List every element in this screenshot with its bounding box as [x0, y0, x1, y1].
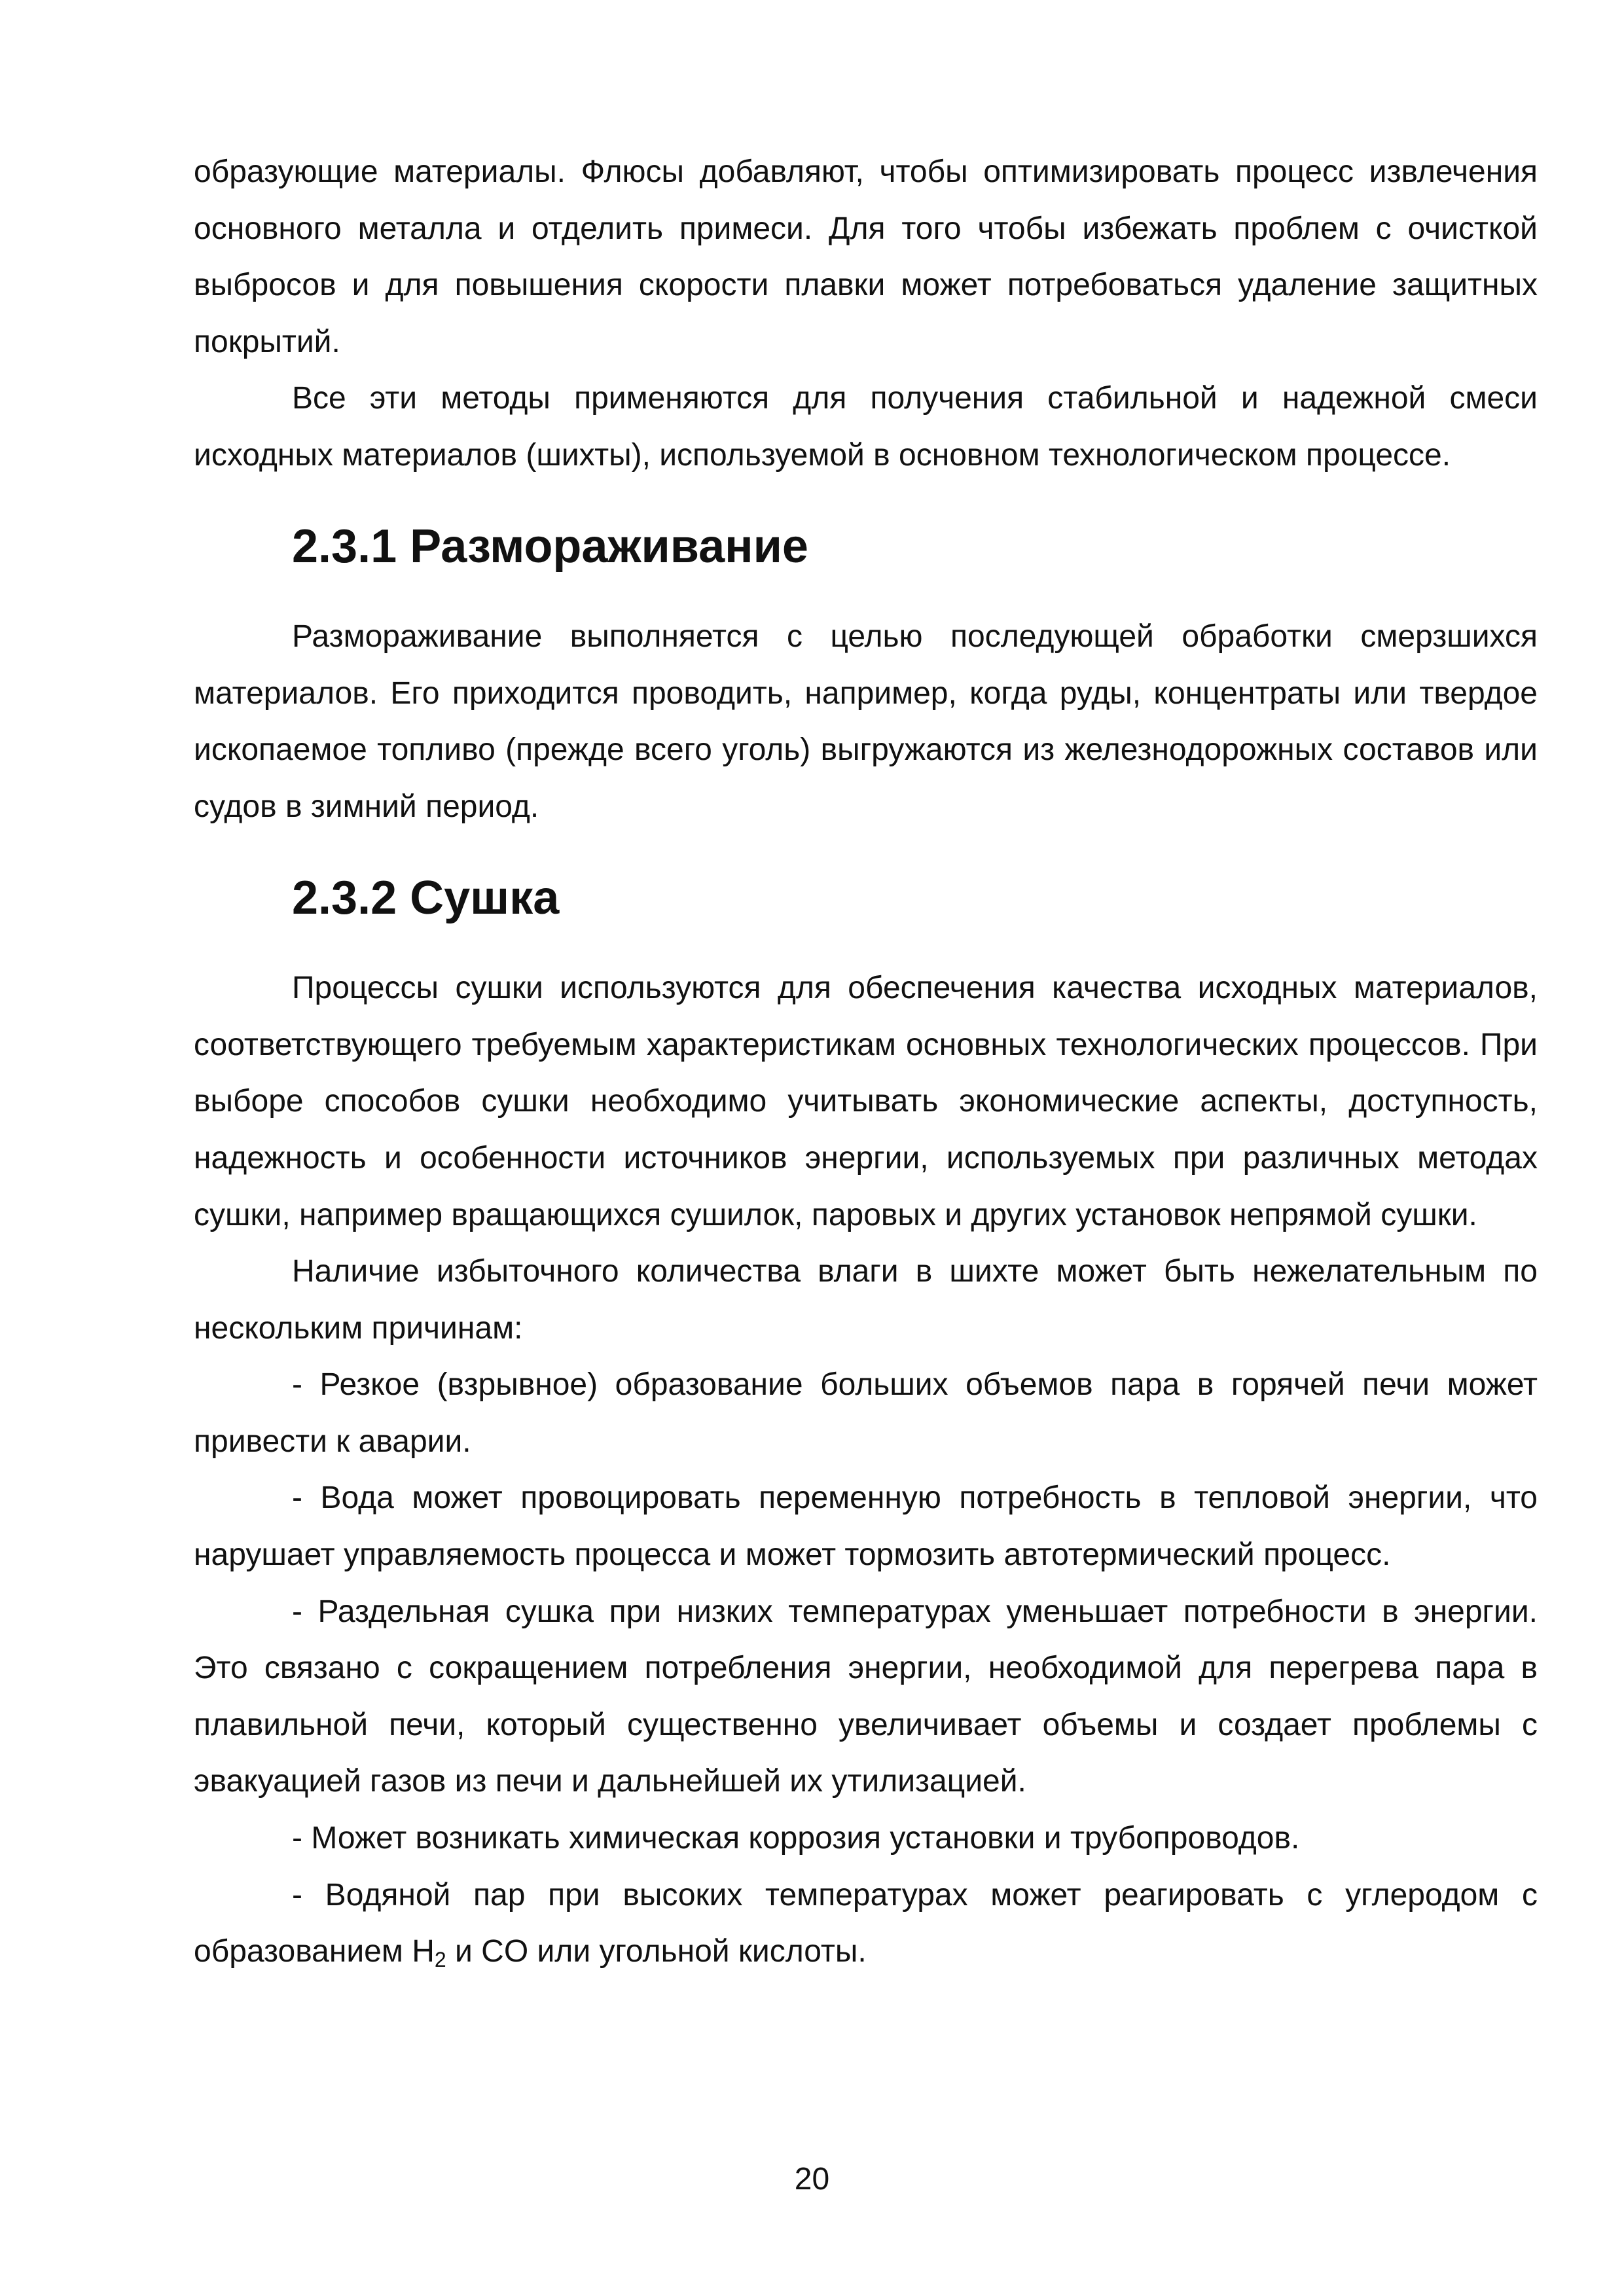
list-item-text: - Водяной пар при высоких температурах может реагировать с углеродом с образованием H	[194, 1877, 1538, 1969]
page-body	[194, 144, 1538, 1988]
paragraph: Наличие избыточного количества влаги в шихте может быть нежелательным по нескольким причинам:	[194, 1254, 1538, 1346]
paragraph: Размораживание выполняется с целью последующей обработки смерзшихся материалов. Его приходится проводить, например, когда руды, концентраты или твердое ископаемое топливо (прежде всего уголь) выгружаются из железнодорожных составов или судов в зимний период.	[194, 619, 1538, 824]
list-item: - Резкое (взрывное) образование больших объемов пара в горячей печи может привести к аварии.	[194, 1367, 1538, 1459]
list-item: - Раздельная сушка при низких температурах уменьшает потребности в энергии. Это связано с сокращением потребления энергии, необходимой для перегрева пара в плавильной печи, который существенно увеличивает объемы и создает проблемы с эвакуацией газов из печи и дальнейшей их утилизацией.	[194, 1594, 1538, 1799]
list-item: - Может возникать химическая коррозия установки и трубопроводов.	[292, 1821, 1300, 1856]
list-item: - Вода может провоцировать переменную потребность в тепловой энергии, что нарушает управляемость процесса и может тормозить автотермический процесс.	[194, 1480, 1538, 1573]
section-heading-2-3-2: 2.3.2 Сушка	[292, 871, 560, 924]
list-item	[194, 1867, 1538, 1988]
list-item-text: и CO или угольной кислоты.	[446, 1934, 867, 1969]
paragraph: Процессы сушки используются для обеспечения качества исходных материалов, соответствующего требуемым характеристикам основных технологических процессов. При выборе способов сушки необходимо учитывать экономические аспекты, доступность, надежность и особенности источников энергии, используемых при различных методах сушки, например вращающихся сушилок, паровых и других установок непрямой сушки.	[194, 971, 1538, 1232]
paragraph: образующие материалы. Флюсы добавляют, чтобы оптимизировать процесс извлечения основного металла и отделить примеси. Для того чтобы избежать проблем с очисткой выбросов и для повышения скорости плавки может потребоваться удаление защитных покрытий.	[194, 154, 1538, 359]
section-heading-2-3-1: 2.3.1 Размораживание	[292, 520, 808, 573]
page-number: 20	[794, 2162, 830, 2197]
subscript: 2	[434, 1948, 446, 1972]
paragraph: Все эти методы применяются для получения стабильной и надежной смеси исходных материалов (шихты), используемой в основном технологическом процессе.	[194, 381, 1538, 473]
